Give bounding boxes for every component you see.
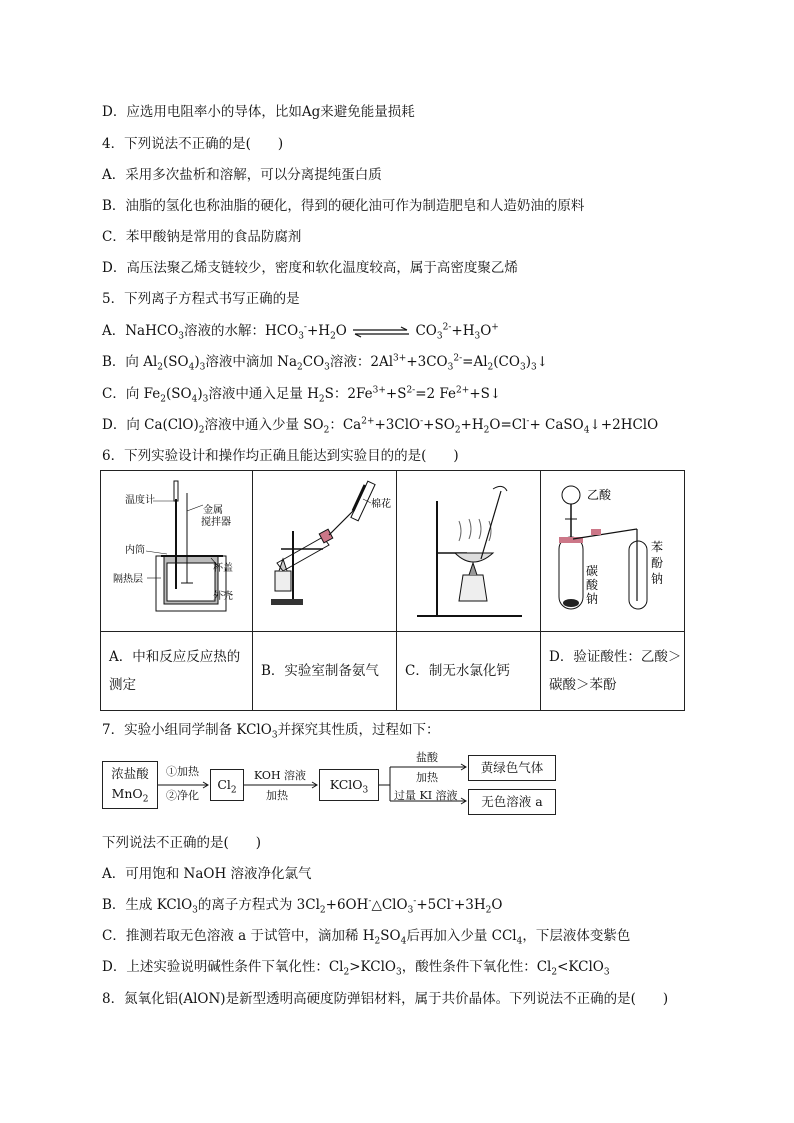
q7-option-a: A．可用饱和 NaOH 溶液净化氯气 — [102, 866, 312, 882]
label-phenolate-3: 钠 — [651, 572, 664, 586]
hcl-label: 盐酸 — [416, 751, 438, 764]
q4-stem: 4．下列说法不正确的是( ) — [102, 136, 284, 152]
q8-stem: 8．氮氧化铝(AlON)是新型透明高硬度防弹铝材料，属于共价晶体。下列说法不正确的是( ) — [102, 991, 669, 1007]
flow-output-solution-box: 无色溶液 a — [468, 789, 556, 815]
flow-cl2-box: $Cl_2$ — [210, 769, 244, 801]
acidity-setup-figure — [541, 471, 685, 632]
label-insulation: 隔热层 — [113, 574, 143, 585]
label-shell: 外壳 — [213, 591, 233, 602]
hcl-heat-label: 加热 — [416, 771, 438, 784]
label-thermometer: 温度计 — [125, 495, 155, 506]
label-carbonate-1: 碳 — [586, 564, 599, 578]
flow-kclo3-box: KClO$_3$ — [319, 769, 379, 801]
q7-option-c: C．推测若取无色溶液 a 于试管中，滴加稀 $H_2SO_4$后再加入少量 CCl$_4$，下层液体变紫色 — [102, 928, 631, 947]
q5-option-a: A．NaHCO$_3$溶液的水解：$HCO_3^-+H_2O$ $CO_3^{2-}+H_3O^+$ — [102, 322, 499, 342]
q5-stem: 5．下列离子方程式书写正确的是 — [102, 291, 300, 307]
label-lid: 杯盖 — [213, 563, 233, 574]
evaporating-dish-figure — [397, 471, 541, 632]
option-a-caption: A．中和反应反应热的测定 — [101, 632, 253, 711]
koh-label: KOH 溶液 — [254, 769, 307, 782]
q7-flowchart — [100, 751, 560, 820]
q4-option-d: D．高压法聚乙烯支链较少，密度和软化温度较高，属于高密度聚乙烯 — [102, 260, 518, 276]
flow-output-gas-box: 黄绿色气体 — [468, 755, 556, 781]
q5-option-c: C．向 $Fe_2(SO_4)_3$溶液中通入足量 $H_2S$：$2Fe^{3+}+S^{2-}=2$ $Fe^{2+}+S↓$ — [102, 385, 502, 405]
q6-stem: 6．下列实验设计和操作均正确且能达到实验目的的是( ) — [102, 448, 459, 464]
calorimeter-figure — [101, 471, 253, 632]
label-carbonate-2: 酸 — [586, 578, 599, 592]
option-d-caption: D．验证酸性：乙酸＞碳酸＞苯酚 — [541, 632, 685, 711]
equilibrium-arrow-icon — [351, 326, 411, 338]
q5-option-d: D．向 $Ca(ClO)_2$溶液中通入少量 $SO_2$：$Ca^{2+}+3ClO^-+SO_2+H_2O=Cl^-+$ CaSO$_4$↓+2HClO — [102, 416, 659, 436]
ammonia-setup-figure — [253, 471, 397, 632]
flow-start-box: 浓盐酸 MnO$_2$ — [102, 761, 158, 809]
q7-sub-stem: 下列说法不正确的是( ) — [102, 835, 262, 851]
q4-option-b: B．油脂的氢化也称油脂的硬化，得到的硬化油可作为制造肥皂和人造奶油的原料 — [102, 198, 585, 214]
koh-heat-label: 加热 — [266, 789, 288, 802]
step1-heat-label: ①加热 — [166, 765, 199, 778]
q7-option-d: D．上述实验说明碱性条件下氧化性：$Cl_2>KClO_3$，酸性条件下氧化性：$Cl_2<KClO_3$ — [102, 959, 610, 978]
q4-option-a: A．采用多次盐析和溶解，可以分离提纯蛋白质 — [102, 167, 382, 183]
q5-option-b: B．向 $Al_2(SO_4)_3$溶液中滴加 $Na_2CO_3$溶液：$2Al^{3+}+3CO_3^{2-}=Al_2(CO_3)_3↓$ — [102, 353, 549, 373]
q6-apparatus-table — [100, 470, 685, 711]
step1-purify-label: ②净化 — [166, 789, 199, 802]
option-b-caption: B．实验室制备氨气 — [253, 632, 397, 711]
label-phenolate-1: 苯 — [651, 540, 664, 554]
q7-option-b: B．生成 KClO$_3$的离子方程式为 $3Cl_2+6OH^-\triangle ClO_3^-+5Cl^-+3H_2O$ — [102, 896, 503, 916]
q3-option-d: D．应选用电阻率小的导体，比如Ag来避免能量损耗 — [102, 104, 415, 120]
label-phenolate-2: 酚 — [651, 556, 664, 570]
label-acetic-acid: 乙酸 — [587, 488, 612, 502]
ki-label: 过量 KI 溶液 — [394, 789, 458, 802]
label-inner-cylinder: 内筒 — [125, 545, 145, 556]
label-carbonate-3: 钠 — [586, 592, 599, 606]
label-stirrer-1: 金属 — [203, 505, 223, 516]
label-stirrer-2: 搅拌器 — [201, 517, 231, 528]
option-c-caption: C．制无水氯化钙 — [397, 632, 541, 711]
q7-stem: 7．实验小组同学制备 KClO$_3$并探究其性质，过程如下： — [102, 722, 440, 741]
q4-option-c: C．苯甲酸钠是常用的食品防腐剂 — [102, 229, 302, 245]
label-cotton: 棉花 — [371, 499, 391, 510]
